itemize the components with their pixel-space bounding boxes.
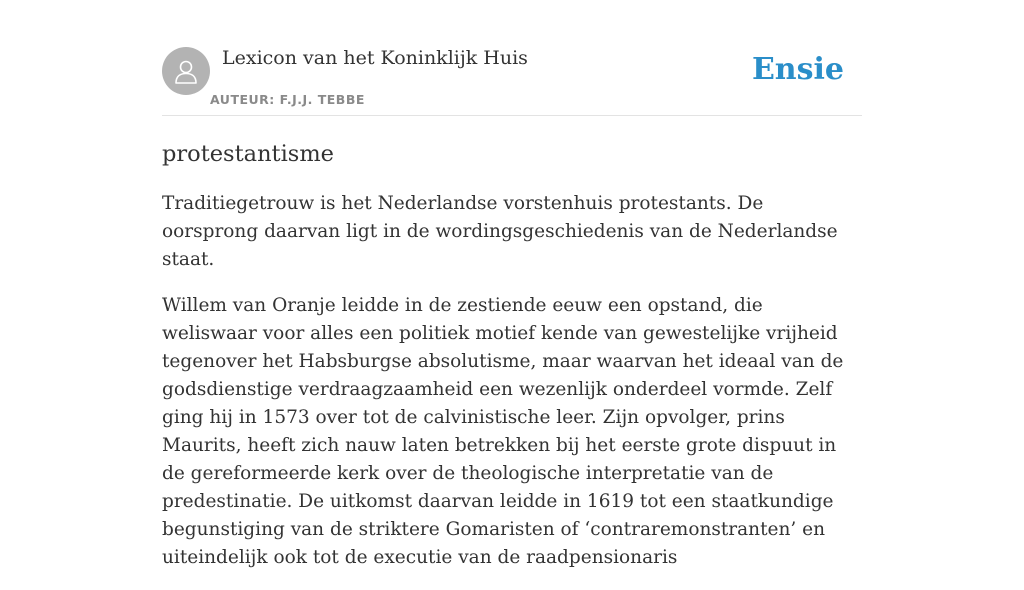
lemma-title: protestantisme	[162, 141, 334, 167]
article-body	[162, 138, 862, 590]
paragraph: Traditiegetrouw is het Nederlandse vorstenhuis protestants. De oorsprong daarvan ligt in de wordingsgeschiedenis van de Nederlandse staat.	[162, 193, 838, 270]
paragraph: Willem van Oranje leidde in de zestiende eeuw een opstand, die weliswaar voor alles een politiek motief kende van gewestelijke vrijheid tegenover het Habsburgse absolutisme, maar waarvan het ideaal van de godsdienstige verdraagzaamheid een wezenlijk onderdeel vormde. Zelf ging hij in 1573 over tot de calvinistische leer. Zijn opvolger, prins Maurits, heeft zich nauw laten betrekken bij het eerste grote dispuut in de gereformeerde kerk over de theologische interpretatie van de predestinatie. De uitkomst daarvan leidde in 1619 tot een staatkundige begunstiging van de striktere Gomaristen of ‘contraremonstranten’ en uiteindelijk ook tot de executie van de raadpensionaris	[162, 295, 844, 568]
author-avatar[interactable]	[162, 47, 210, 95]
user-silhouette-icon	[172, 57, 200, 85]
header-divider	[162, 115, 862, 116]
lexicon-title[interactable]: Lexicon van het Koninklijk Huis	[222, 47, 528, 69]
ensie-logo[interactable]: Ensie	[751, 52, 844, 87]
article-header	[162, 46, 862, 116]
author-name[interactable]: AUTEUR: F.J.J. TEBBE	[210, 92, 365, 107]
